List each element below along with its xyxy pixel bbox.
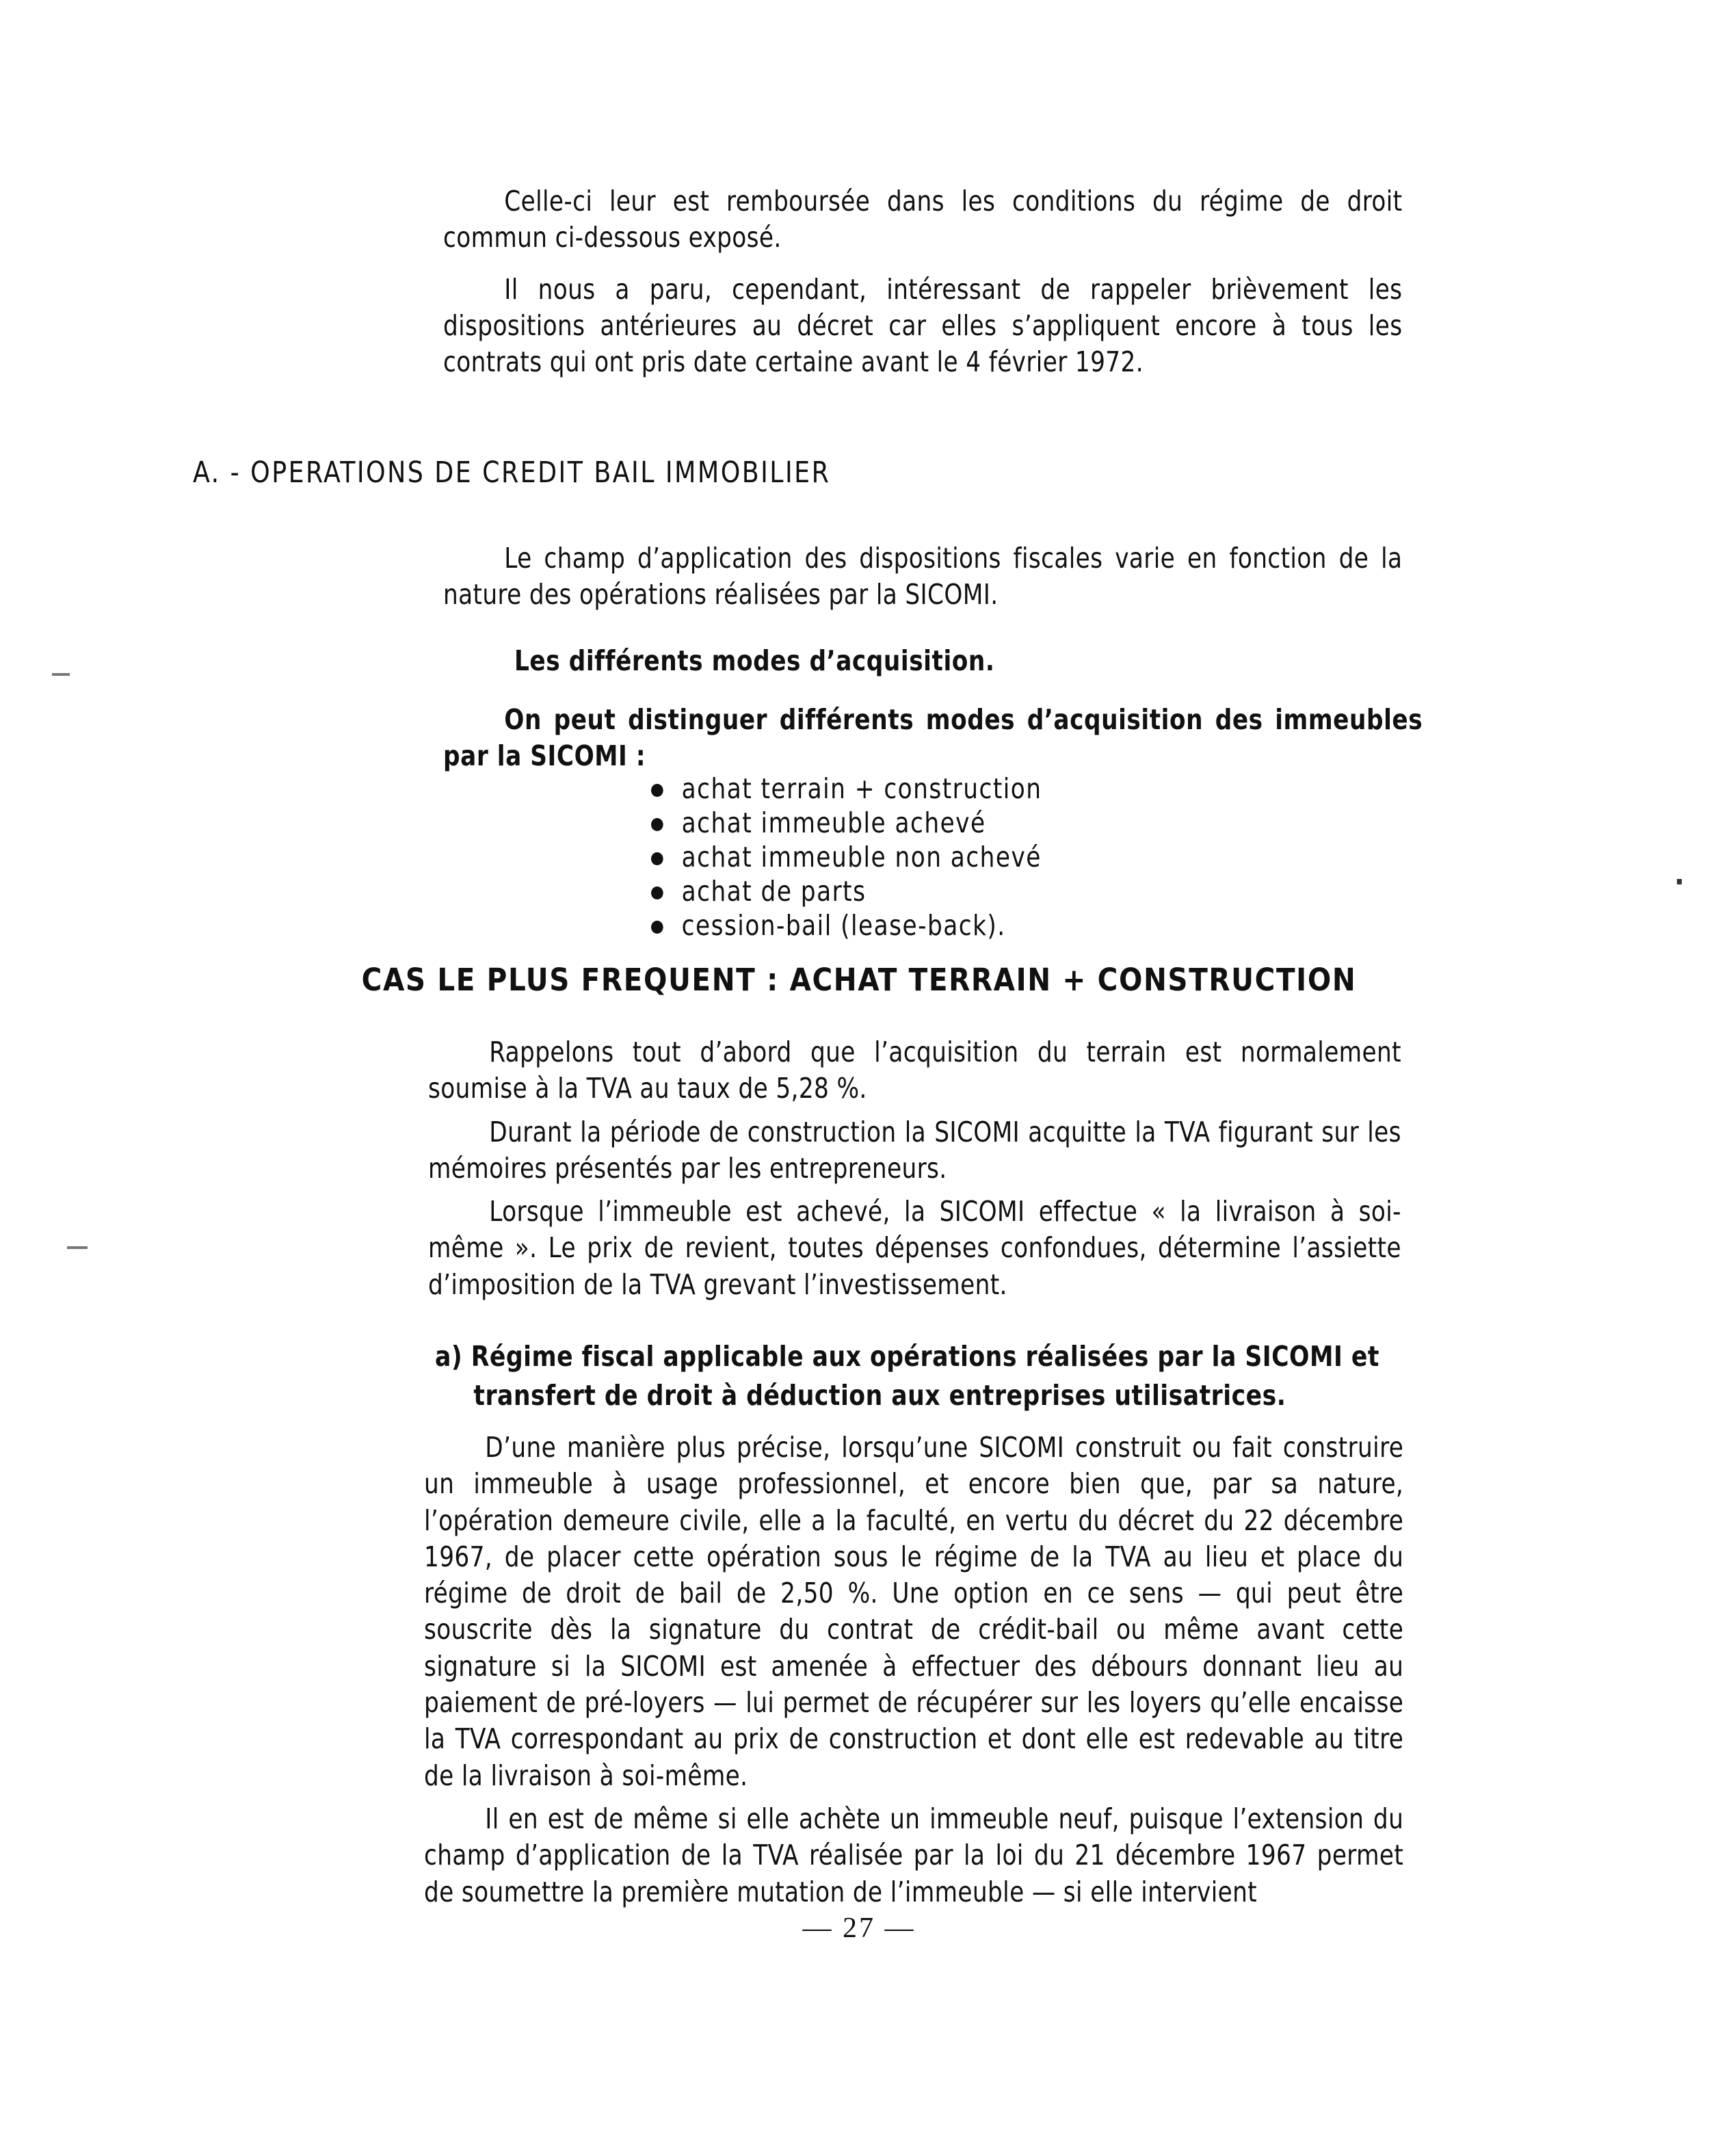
bullet-dot-icon	[651, 886, 663, 899]
list-item-label: achat immeuble achevé	[681, 806, 986, 840]
subsection-a-heading-line1	[435, 1337, 1412, 1376]
bullet-dot-icon	[651, 921, 663, 934]
subheading-on-peut-distinguer: On peut distinguer différents modes d’acquisition des immeubles par la SICOMI :	[443, 703, 1423, 773]
page-number: — 27 —	[802, 1912, 916, 1944]
paragraph-celle-ci: Celle-ci leur est remboursée dans les conditions du régime de droit commun ci-dessous exposé.	[443, 185, 1403, 254]
subsection-a-heading-line2: transfert de droit à déduction aux entreprises utilisatrices.	[473, 1378, 1286, 1412]
subsection-a-heading-text1: Régime fiscal applicable aux opérations réalisées par la SICOMI et	[471, 1340, 1379, 1373]
acquisition-modes-list	[651, 772, 1072, 943]
subsection-a-heading	[435, 1337, 1475, 1415]
bullet-dot-icon	[651, 784, 663, 797]
list-item-label: achat immeuble non achevé	[681, 841, 1042, 874]
paragraph-rappelons: Rappelons tout d’abord que l’acquisition du terrain est normalement soumise à la TVA au taux de 5,28 %.	[428, 1036, 1401, 1105]
intro-paragraph-block	[443, 183, 1475, 380]
subsection-a-paragraph-block	[424, 1430, 1477, 1910]
section-heading-a: A. - OPERATIONS DE CREDIT BAIL IMMOBILIER	[193, 456, 831, 490]
paragraph-il-en-est-de-meme: Il en est de même si elle achète un immeuble neuf, puisque l’extension du champ d’application de la TVA réalisée par la loi du 21 décembre 1967 permet de soumettre la première mutation de l’immeuble — si elle intervient	[424, 1802, 1404, 1908]
paragraph-il-nous-a-paru: Il nous a paru, cependant, intéressant de rappeler brièvement les dispositions antérieures au décret car elles s’appliquent encore à tous les contrats qui ont pris date certaine avant le 4 février 1972.	[443, 272, 1403, 379]
subheading-modes-acquisition: Les différents modes d’acquisition.	[514, 644, 995, 677]
list-item	[651, 772, 1042, 806]
scan-speck-icon	[67, 1246, 88, 1249]
paragraph-dune-maniere: D’une manière plus précise, lorsqu’une SICOMI construit ou fait construire un immeuble à usage professionnel, et encore bien que, par sa nature, l’opération demeure civile, elle a la faculté, en vertu du décret du 22 décembre 1967, de placer cette opération sous le régime de la TVA au lieu et place du régime de droit de bail de 2,50 %. Une option en ce sens — qui peut être souscrite dès la signature du contrat de crédit-bail ou même avant cette signature si la SICOMI est amenée à effectuer des débours donnant lieu au paiement de pré-loyers — lui permet de récupérer sur les loyers qu’elle encaisse la TVA correspondant au prix de construction et dont elle est redevable au titre de la livraison à soi-même.	[424, 1431, 1404, 1792]
scan-speck-icon	[52, 673, 70, 676]
list-item-label: achat terrain + construction	[681, 772, 1042, 805]
paragraph-durant-la-periode: Durant la période de construction la SICOMI acquitte la TVA figurant sur les mémoires présentés par les entrepreneurs.	[428, 1115, 1401, 1185]
paragraph-champ-application: Le champ d’application des dispositions fiscales varie en fonction de la nature des opérations réalisées par la SICOMI.	[443, 542, 1403, 612]
scan-speck-icon	[1677, 879, 1682, 884]
list-item	[651, 840, 1042, 874]
bullet-dot-icon	[651, 818, 663, 831]
subsection-a-marker: a)	[435, 1340, 463, 1373]
list-item-label: achat de parts	[681, 875, 867, 908]
heading-cas-le-plus-frequent: CAS LE PLUS FREQUENT : ACHAT TERRAIN + CONSTRUCTION	[361, 962, 1357, 998]
list-item	[651, 874, 1042, 908]
paragraph-lorsque-immeuble: Lorsque l’immeuble est achevé, la SICOMI effectue « la livraison à soi-même ». Le prix de revient, toutes dépenses confondues, détermine l’assiette d’imposition de la TVA grevant l’investissement.	[428, 1195, 1401, 1301]
list-item-label: cession-bail (lease-back).	[681, 909, 1006, 943]
list-item	[651, 806, 1042, 840]
section-a-intro-block	[443, 540, 1475, 614]
list-item	[651, 908, 1042, 943]
bullet-dot-icon	[651, 852, 663, 865]
frequent-case-paragraph-block	[428, 1034, 1475, 1303]
